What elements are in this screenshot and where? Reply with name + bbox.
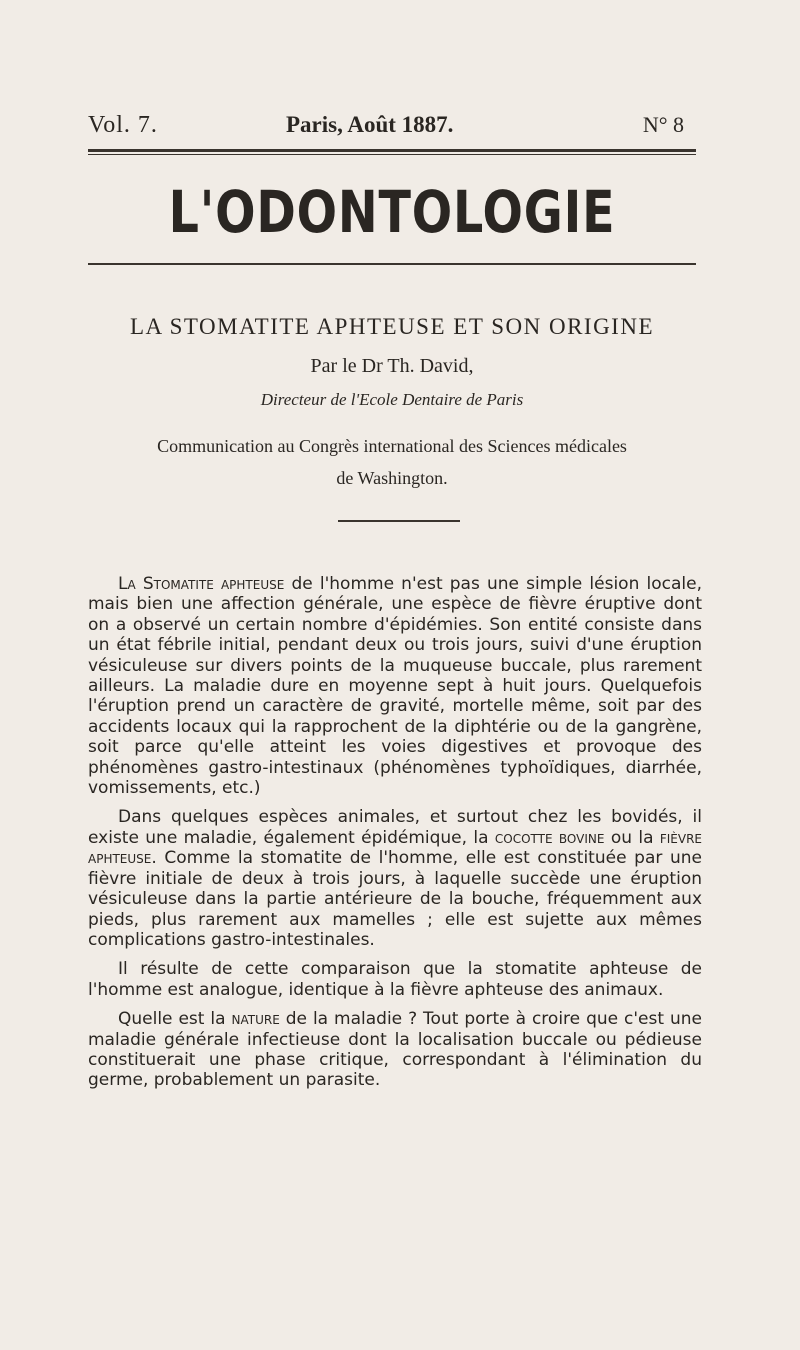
volume-label: Vol. 7. <box>88 112 158 138</box>
term-cocotte-bovine: cocotte bovine <box>494 827 605 848</box>
journal-masthead: L'ODONTOLOGIE <box>168 178 616 246</box>
paragraph-2 <box>88 807 702 950</box>
header-rule-thin <box>88 154 696 155</box>
paragraph-1-text: de l'homme n'est pas une simple lésion locale, mais bien une affection générale, une espèce de fièvre éruptive dont on a observé un certain nombre d'épidémies. Son entité consiste dans un état fébrile initial, pendant deux ou trois jours, suivi d'une éruption vésiculeuse sur divers points de la muqueuse buccale, plus rarement ailleurs. La maladie dure en moyenne sept à huit jours. Quelquefois l'éruption prend un caractère de gravité, mortelle même, soit par des accidents locaux qui la rapprochent de la diphtérie ou de la gangrène, soit parce qu'elle atteint les voies digestives et provoque des phénomènes gastro-intestinaux (phénomènes typhoïdiques, diarrhée, vomissements, etc.) <box>88 574 702 799</box>
issue-number: N° 8 <box>642 112 684 137</box>
section-divider <box>338 520 460 522</box>
place-date: Paris, Août 1887. <box>286 112 454 137</box>
masthead-rule <box>88 263 696 265</box>
author-role: Directeur de l'Ecole Dentaire de Paris <box>260 390 524 409</box>
lead-term: La Stomatite aphteuse <box>118 574 285 594</box>
article-byline: Par le Dr Th. David, <box>310 355 474 377</box>
communication-line-2: de Washington. <box>336 468 448 488</box>
header-rule-thick <box>88 149 696 152</box>
communication-note <box>88 430 696 494</box>
paragraph-1 <box>88 574 702 798</box>
running-header <box>88 112 696 144</box>
term-fievre-aphteuse: fièvre aphteuse <box>88 827 702 869</box>
article-title: LA STOMATITE APHTEUSE ET SON ORIGINE <box>129 314 655 339</box>
paragraph-2-text-b: ou la <box>604 827 660 848</box>
paragraph-2-text-a: Dans quelques espèces animales, et surtout chez les bovidés, il existe une maladie, également épidémique, la <box>88 807 702 848</box>
paragraph-4 <box>88 1009 702 1091</box>
paragraph-4-text-a: Quelle est la <box>118 1009 232 1030</box>
paragraph-4-text-b: de la maladie ? Tout porte à croire que c'est une maladie générale infectieuse dont la localisation buccale ou pédieuse constituerait une phase critique, correspondant à l'élimination du germe, probablement un parasite. <box>88 1009 703 1091</box>
article-body <box>88 574 702 1100</box>
paragraph-2-text-c: . Comme la stomatite de l'homme, elle est constituée par une fièvre initiale de deux à trois jours, à laquelle succède une éruption vésiculeuse dans la partie antérieure de la bouche, fréquemment aux pieds, plus rarement aux mamelles ; elle est sujette aux mêmes complications gastro-intestinales. <box>88 848 702 950</box>
communication-line-1: Communication au Congrès international des Sciences médicales <box>157 436 627 456</box>
paragraph-3: Il résulte de cette comparaison que la stomatite aphteuse de l'homme est analogue, identique à la fièvre aphteuse des animaux. <box>88 959 702 1000</box>
term-nature: nature <box>231 1009 280 1030</box>
